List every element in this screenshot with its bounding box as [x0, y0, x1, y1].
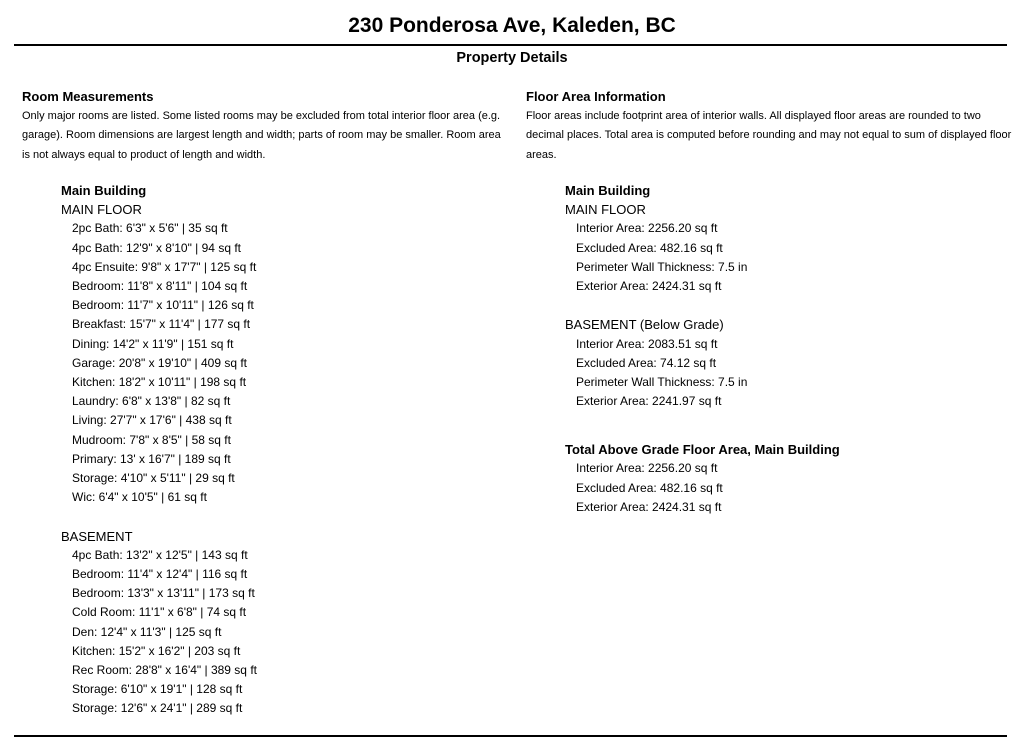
room-item: 4pc Ensuite: 9'8" x 17'7" | 125 sq ft [72, 259, 257, 274]
room-item: Living: 27'7" x 17'6" | 438 sq ft [72, 413, 232, 428]
floor-area-basement-title: BASEMENT (Below Grade) [565, 317, 724, 333]
spacer [72, 507, 502, 526]
rooms-building-title: Main Building [61, 182, 147, 198]
room-item: Cold Room: 11'1" x 6'8" | 74 sq ft [72, 605, 247, 620]
room-item: Dining: 14'2" x 11'9" | 151 sq ft [72, 336, 234, 351]
area-item: Interior Area: 2256.20 sq ft [576, 221, 718, 236]
room-item: Breakfast: 15'7" x 11'4" | 177 sq ft [72, 317, 251, 332]
room-measurements-heading: Room Measurements [22, 89, 154, 104]
room-item: Kitchen: 15'2" x 16'2" | 203 sq ft [72, 643, 241, 658]
spacer [576, 296, 1016, 315]
total-area-item: Excluded Area: 482.16 sq ft [576, 480, 723, 495]
total-area-item: Exterior Area: 2424.31 sq ft [576, 499, 722, 514]
rooms-main-floor-title: MAIN FLOOR [61, 202, 142, 218]
room-item: Bedroom: 13'3" x 13'11" | 173 sq ft [72, 586, 255, 601]
room-measurements-description: Only major rooms are listed. Some listed rooms may be excluded from total interior floor area (e.g. garage). Room dimensions are largest length and width; parts of room may be smaller. Room area is not always equal to product of length and width. [22, 110, 501, 161]
page-title: 230 Ponderosa Ave, Kaleden, BC [348, 14, 676, 37]
room-item: 4pc Bath: 13'2" x 12'5" | 143 sq ft [72, 547, 248, 562]
floor-area-heading: Floor Area Information [526, 89, 666, 104]
room-item: Laundry: 6'8" x 13'8" | 82 sq ft [72, 394, 231, 409]
total-area-title: Total Above Grade Floor Area, Main Building [565, 442, 840, 458]
room-item: Storage: 4'10" x 5'11" | 29 sq ft [72, 470, 235, 485]
floor-area-section [526, 88, 1016, 517]
room-item: Storage: 6'10" x 19'1" | 128 sq ft [72, 682, 243, 697]
room-item: Storage: 12'6" x 24'1" | 289 sq ft [72, 701, 243, 716]
room-item: Bedroom: 11'4" x 12'4" | 116 sq ft [72, 566, 248, 581]
floor-area-main-floor [526, 200, 1016, 411]
floor-area-building-title: Main Building [565, 182, 651, 198]
room-item: 2pc Bath: 6'3" x 5'6" | 35 sq ft [72, 221, 228, 236]
area-item: Interior Area: 2083.51 sq ft [576, 336, 718, 351]
page-subtitle: Property Details [456, 50, 568, 66]
room-item: Primary: 13' x 16'7" | 189 sq ft [72, 451, 231, 466]
bottom-divider [14, 735, 1007, 737]
floor-area-description: Floor areas include footprint area of interior walls. All displayed floor areas are rounded to two decimal places. Total area is computed before rounding and may not equal to sum of displayed floor areas. [526, 110, 1012, 161]
room-item: 4pc Bath: 12'9" x 8'10" | 94 sq ft [72, 240, 241, 255]
room-measurements-section [22, 88, 502, 719]
spacer [526, 411, 1016, 440]
total-area-lines [526, 459, 1016, 517]
room-item: Wic: 6'4" x 10'5" | 61 sq ft [72, 490, 207, 505]
room-item: Garage: 20'8" x 19'10" | 409 sq ft [72, 355, 247, 370]
room-item: Den: 12'4" x 11'3" | 125 sq ft [72, 624, 222, 639]
area-item: Excluded Area: 74.12 sq ft [576, 355, 717, 370]
room-item: Bedroom: 11'7" x 10'11" | 126 sq ft [72, 298, 254, 313]
room-item: Kitchen: 18'2" x 10'11" | 198 sq ft [72, 374, 247, 389]
total-area-item: Interior Area: 2256.20 sq ft [576, 461, 718, 476]
room-item: Rec Room: 28'8" x 16'4" | 389 sq ft [72, 662, 257, 677]
top-divider [14, 44, 1007, 46]
rooms-main-floor [22, 200, 502, 718]
floor-area-main-floor-title: MAIN FLOOR [565, 202, 646, 218]
rooms-basement-title: BASEMENT [61, 528, 133, 544]
room-item: Mudroom: 7'8" x 8'5" | 58 sq ft [72, 432, 231, 447]
area-item: Perimeter Wall Thickness: 7.5 in [576, 374, 748, 389]
room-item: Bedroom: 11'8" x 8'11" | 104 sq ft [72, 278, 248, 293]
area-item: Excluded Area: 482.16 sq ft [576, 240, 723, 255]
area-item: Perimeter Wall Thickness: 7.5 in [576, 259, 748, 274]
area-item: Exterior Area: 2241.97 sq ft [576, 394, 722, 409]
area-item: Exterior Area: 2424.31 sq ft [576, 278, 722, 293]
